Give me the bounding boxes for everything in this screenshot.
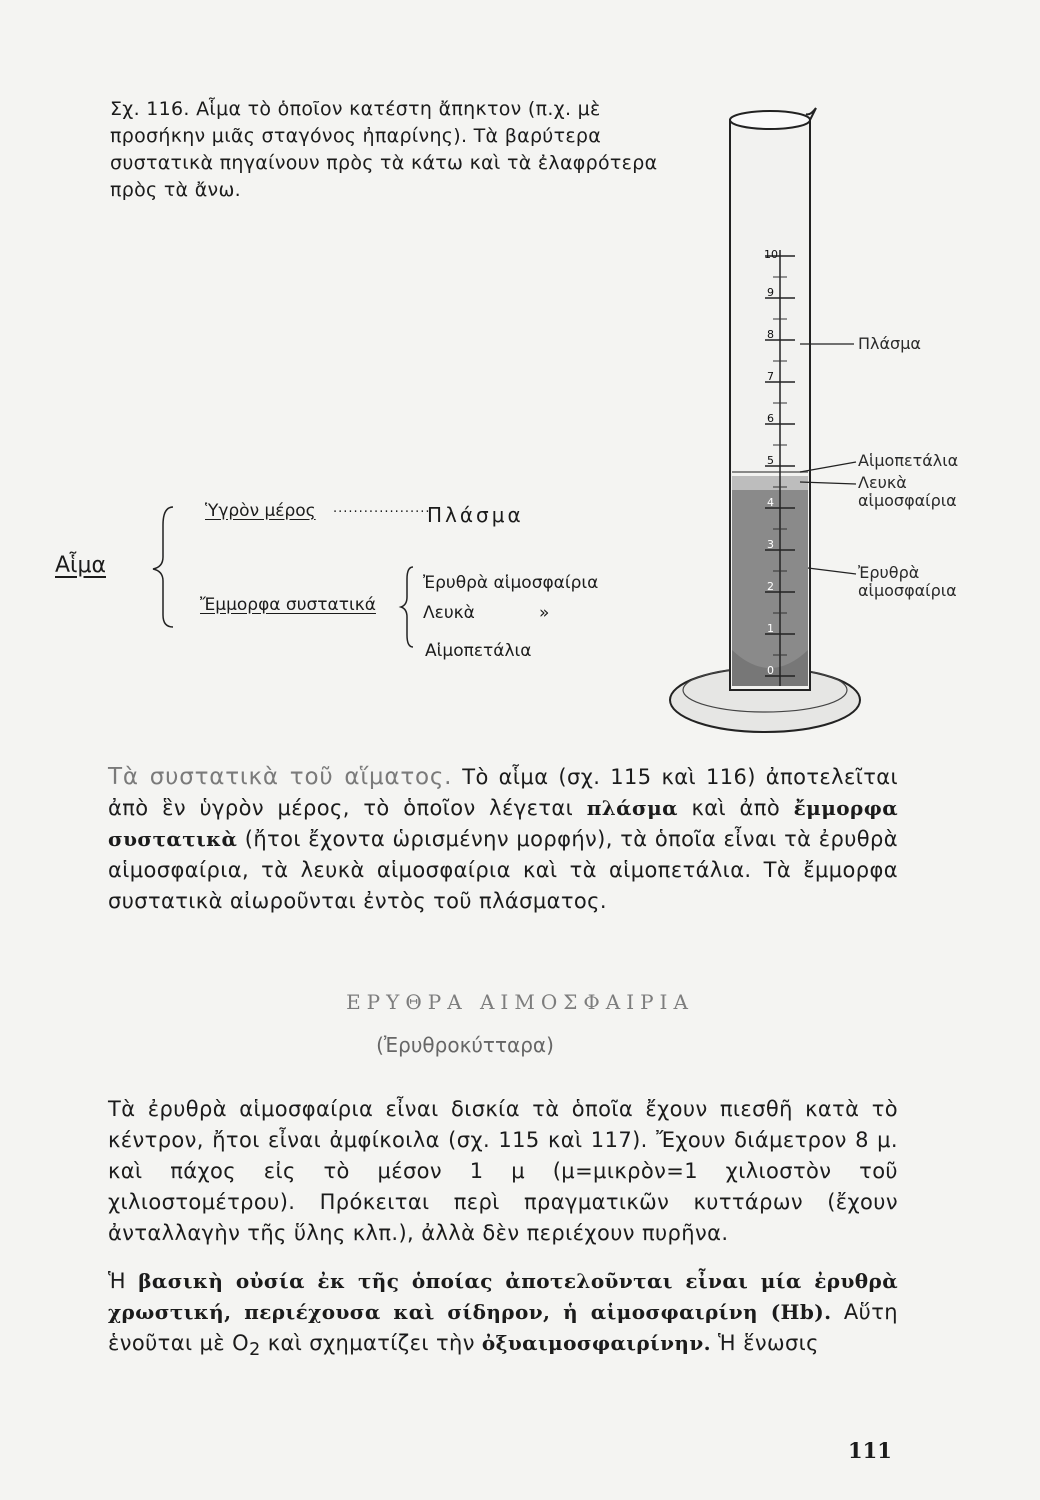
dot-leader: ...................	[333, 501, 431, 516]
page-number: 111	[848, 1438, 892, 1463]
scale-number: 10	[764, 248, 778, 261]
scale-number: 4	[767, 496, 774, 509]
formed-elements-term: Ἔμμορφα συστατικά	[200, 595, 376, 615]
paragraph-blood-components	[108, 762, 898, 917]
label-platelets: Αἱμοπετάλια	[858, 451, 959, 470]
section-title: ΕΡΥΘΡΑ ΑΙΜΟΣΦΑΙΡΙΑ	[346, 990, 694, 1014]
cylinder-illustration	[660, 90, 1020, 750]
paragraph-red-cells: Τὰ ἐρυθρὰ αἱμοσφαίρια εἶναι δισκία τὰ ὁποῖα ἔχουν πιεσθῆ κατὰ τὸ κέντρον, ἤτοι εἶναι ἀμφίκοιλα (σχ. 115 καὶ 117). Ἔχουν διάμετρον 8 μ. καὶ πάχος εἰς τὸ μέσον 1 μ (μ=μικρὸν=1 χιλιοστὸν τοῦ χιλιοστομέτρου). Πρόκειται περὶ πραγματικῶν κυττάρων (ἔχουν ἀνταλλαγὴν τῆς ὕλης κλπ.), ἀλλὰ δὲν περιέχουν πυρῆνα.	[108, 1097, 898, 1245]
label-plasma: Πλάσμα	[858, 334, 921, 353]
scale-number: 0	[767, 664, 774, 677]
liquid-part-term: Ὑγρὸν μέρος	[205, 501, 316, 521]
formed-brace	[401, 567, 413, 647]
subscript: 2	[249, 1340, 261, 1361]
scale-number: 1	[767, 622, 774, 635]
ditto-mark: »	[539, 603, 550, 623]
bold-term-plasma: πλάσμα	[586, 796, 678, 820]
text-span: Αὕτη ἑνοῦται μὲ Ο	[108, 1300, 898, 1355]
cylinder-figure	[660, 90, 1020, 750]
inline-heading: Τὰ συστατικὰ τοῦ αἵματος.	[108, 764, 453, 790]
red-cells-term: Ἐρυθρὰ αἱμοσφαίρια	[423, 573, 599, 593]
paragraph-hemoglobin	[108, 1266, 898, 1366]
blood-composition-diagram	[55, 495, 645, 670]
scale-number: 8	[767, 328, 774, 341]
scale-number: 6	[767, 412, 774, 425]
label-red-cells: Ἐρυθρὰ αἱμοσφαίρια	[858, 563, 957, 600]
cylinder-rim	[730, 111, 810, 129]
text-span: Ἡ	[108, 1269, 139, 1293]
white-cells-layer	[732, 476, 808, 490]
platelets-term: Αἱμοπετάλια	[425, 641, 532, 661]
figure-caption: Σχ. 116. Αἷμα τὸ ὁποῖον κατέστη ἄπηκτον (π.χ. μὲ προσήκην μιᾶς σταγόνος ἠπαρίνης). Τὰ βαρύτερα συστατικὰ πηγαίνουν πρὸς τὰ κάτω καὶ τὰ ἐλαφρότερα πρὸς τὰ ἄνω.	[110, 98, 658, 201]
text-span: Τὸ αἷμα (σχ. 115 καὶ 116) ἀποτελεῖται ἀπὸ ἓν ὑγρὸν μέρος, τὸ ὁποῖον λέγεται	[108, 765, 898, 820]
scale-number: 2	[767, 580, 774, 593]
blood-term: Αἷμα	[55, 553, 106, 578]
bold-term-oxyhemoglobin: ὀξυαιμοσφαιρίνην.	[481, 1331, 711, 1355]
text-span: Ἡ ἕνωσις	[710, 1331, 819, 1355]
text-span: καὶ ἀπὸ	[677, 796, 794, 820]
scale-number: 3	[767, 538, 774, 551]
white-cells-term: Λευκὰ	[423, 603, 475, 623]
bold-term-formed-elements: ἔμμορφα συστατικὰ	[108, 796, 898, 851]
scale-number: 5	[767, 454, 774, 467]
bold-term-hemoglobin: βασικὴ οὐσία ἐκ τῆς ὁποίας ἀποτελοῦνται εἶναι μία ἐρυθρὰ χρωστική, περιέχουσα καὶ σίδηρον, ἡ αἱμοσφαιρίνη (Hb).	[108, 1269, 898, 1324]
scale-number: 9	[767, 286, 774, 299]
text-span: (ἤτοι ἔχοντα ὡρισμένην μορφήν), τὰ ὁποῖα εἶναι τὰ ἐρυθρὰ αἱμοσφαίρια, τὰ λευκὰ αἱμοσφαίρια καὶ τὰ αἱμοπετάλια. Τὰ ἔμμορφα συστατικὰ αἰωροῦνται ἐντὸς τοῦ πλάσματος.	[108, 827, 898, 913]
main-brace	[153, 507, 173, 627]
scale-number: 7	[767, 370, 774, 383]
text-span: καὶ σχηματίζει τὴν	[260, 1331, 482, 1355]
label-white-cells: Λευκὰ αἱμοσφαίρια	[858, 473, 957, 510]
section-subtitle: (Ἐρυθροκύτταρα)	[376, 1033, 554, 1057]
plasma-term: Πλάσμα	[427, 503, 524, 527]
